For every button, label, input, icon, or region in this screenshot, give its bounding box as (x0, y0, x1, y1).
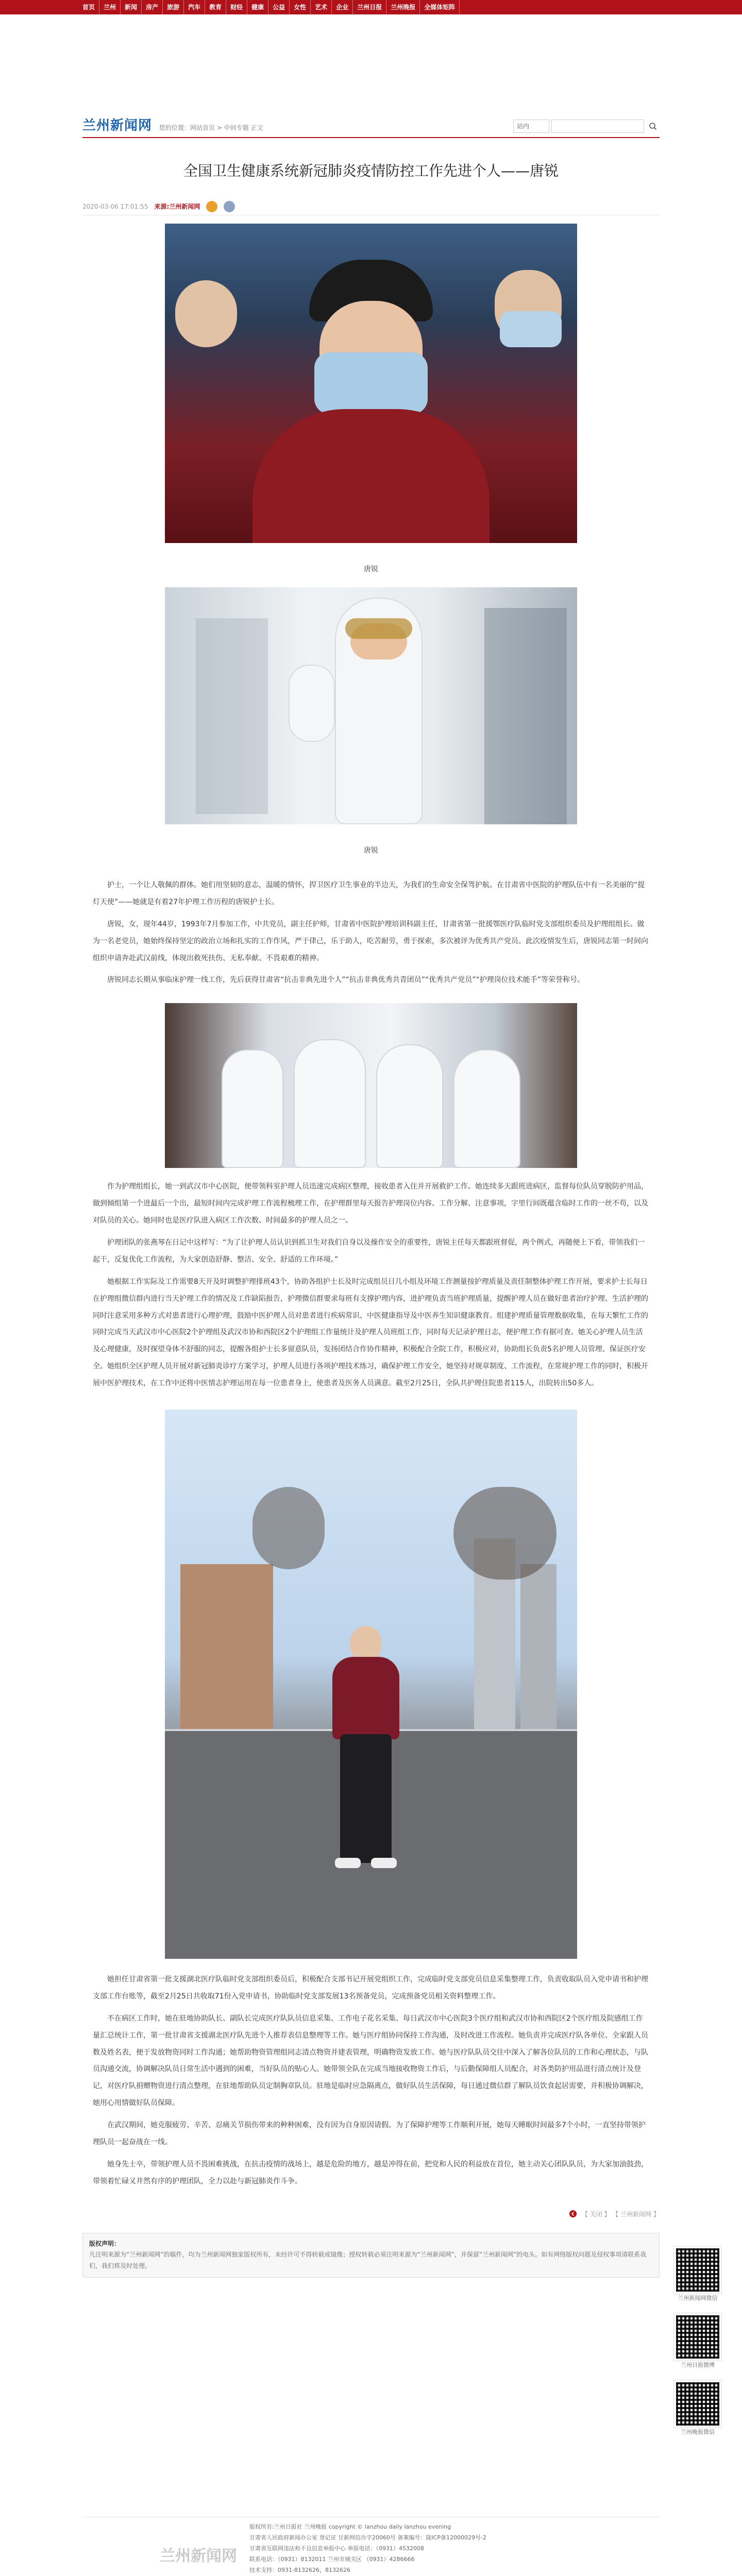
top-nav-item[interactable]: 兰州晚报 (386, 0, 420, 14)
close-link[interactable]: 【 关闭 】 【 兰州新闻网 】 (581, 2210, 660, 2218)
top-nav-item[interactable]: 兰州日报 (353, 0, 386, 14)
top-nav-item[interactable]: 企业 (332, 0, 353, 14)
qr-code-icon (674, 2246, 721, 2294)
top-nav-item[interactable]: 女性 (290, 0, 311, 14)
top-nav-item[interactable]: 新闻 (121, 0, 142, 14)
article-paragraph: 作为护理组组长，她一到武汉市中心医院，便带领科室护理人员迅速完成病区整理，接收患者入住并开展救护工作。她连续多天跟班进病区，监督每位队员穿脱防护用品，做到倾组第一个进最后一个出，最短时间内完成护理工作流程梳理工作，在护理群里每天报告护理岗位内容、工作分解、注意事项，字里行间既蕴含临时工作的一丝不苟，以及对队员的关心。她同时也是医疗队进入病区工作次数、时间最多的护理人员之一。 (93, 1182, 648, 1225)
footer-line: 甘肃省互联网违法和不良信息举报中心 举报电话：（0931）4532008 (249, 2545, 424, 2552)
photo-caption: 唐锐 (364, 565, 378, 573)
article-paragraph: 不在病区工作时，她在驻地协助队长、副队长完成医疗队队员信息采集、工作电子花名采集、每日武汉市中心医院3个医疗组和武汉市协和西院区2个医疗组及院感组工作量汇总统计工作，第一批甘肃省支援湖北医疗队先进个人推荐表信息整理等工作。她与医疗组协同保持工作沟通，及时改进工作流程。她负责并完成医疗队各单位、全家跟人员数及姓名表，便于发放物资同时工作沟通；她帮助物资管理组同志清点物资并建表管理，明确物资发放工作。她与医疗队队员交往中深入了解各位队员的工作和心理状态，与队员沟通交流，协调解决队员日常生活中遇到的困难，当好队员的贴心人。她带领全队在完成当地接收物资工作后，与后勤保障组人员配合，对各类防护用品进行清点统计及登记，对医疗队捐赠物资进行清点整理，在驻地帮助队员定制胸章队员。驻地是临时应急隔离点，做好队员生活保障，每日通过微信群了解队员饮食起居需要，并积极协调解决，她用心用情做好队员保障。 (93, 2014, 648, 2108)
qr-wechat[interactable] (674, 2246, 721, 2302)
site-header (82, 99, 660, 138)
top-nav-item[interactable]: 公益 (268, 0, 290, 14)
article-paragraph: 她身先士卒，带领护理人员不畏困难挑战，在抗击疫情的战场上，越是危险的地方，越是冲得在前，把党和人民的利益放在首位，她主动关心团队队员，为大家加油鼓劲，带领着忙碌又井然有序的护理团队，全力以赴与新冠肺炎作斗争。 (93, 2160, 648, 2185)
top-nav-item[interactable]: 教育 (205, 0, 226, 14)
qr-evening[interactable] (674, 2380, 721, 2436)
top-nav-item[interactable]: 兰州 (99, 0, 121, 14)
site-footer (0, 2517, 742, 2576)
top-nav-item[interactable]: 健康 (247, 0, 268, 14)
footer-line: 技术支持：0931-8132626，8132626 (249, 2566, 350, 2573)
article-paragraph: 唐锐同志长期从事临床护理一线工作，先后获得甘肃省“抗击非典先进个人”“抗击非典优秀共青团员”“优秀共产党员”“护理岗位技术能手”等荣誉称号。 (107, 976, 585, 985)
top-nav-item[interactable]: 首页 (82, 0, 99, 14)
article-paragraph: 在武汉期间，她克服疲劳、辛苦、忍痛关节损伤带来的种种困难，没有因为自身原因请假。为了保障护理等工作顺利开展，她每天睡眠时间最多7个小时，一直坚持带领护理队员一起奋战在一线。 (93, 2121, 646, 2147)
article-source: 来源:兰州新闻网 (154, 203, 200, 210)
article-photo-team (165, 1003, 577, 1168)
article-photo-street (165, 1410, 577, 1959)
article-paragraph: 护理团队的张燕琴在日记中这样写：“为了让护理人员认识到抓卫生对我们自身以及操作安全的重要性，唐锐主任每天都跟班督促，两个例式，再随便上下看，带领我们一起干，反复优化工作流程，为大家创造舒静、整洁、安全、舒适的工作环境。” (93, 1239, 645, 1264)
breadcrumb[interactable]: 您的位置：网站首页 > 中间专题 正文 (159, 124, 263, 131)
search-scope-select[interactable]: 站内 (513, 120, 549, 133)
copyright-notice (82, 2233, 660, 2278)
arrow-left-icon (569, 2210, 577, 2217)
article-title: 全国卫生健康系统新冠肺炎疫情防控工作先进个人——唐锐 (183, 162, 559, 179)
footer-line: 甘肃省人民政府新闻办公室 登记证 甘新网信办字20060号 备案编号：陇ICP备12000029号-2 (249, 2534, 486, 2541)
top-nav-list (82, 0, 660, 14)
photo-caption: 唐锐 (364, 846, 378, 855)
copyright-notice-title: 版权声明： (89, 2240, 121, 2247)
search-input[interactable] (551, 120, 644, 133)
article-paragraph: 她担任甘肃省第一批支援湖北医疗队临时党支部组织委员后，积极配合支部书记开展党组织工作，完成临时党支部党员信息采集整理工作，负责收取队员入党申请书和护理支部工作台账等，截至2月25日共收取71份入党申请书，协助临时党支部发展13名预备党员，完成预备党员相关资料整理工作。 (93, 1975, 648, 2001)
qr-label: 兰州晚报微信 (681, 2429, 715, 2435)
article-paragraph: 她根据工作实际及工作需要8天开及时调整护理排班43个，协助各组护士长及时完成组员日几小组及环境工作测量按护理质量及责任制整体护理工作开展，要求护士长每日在护理组微信群内进行当天护理工作的情况及工作缺陷报告，护理微信群要求每班有支撑护理内容，进护理负责当班护理质量，提醒护理人员在做好患者治疗护理、生活护理的同时注意采用多种方式对患者进行心理护理，鼓励中医护理人员对患者进行疾病常识、中医健康指导及中医养生知识健康教育。组建护理质量管理数据收集，在每天繁忙工作的同时完成当天武汉市中心医院2个护理组及武汉市协和西院区2个护理组工作量统计及护理人员班组工作，同时每天记录护理日志，便护理工作有据可查。她关心护理人员生活及心理健康，及时探望身体不舒服的同志，提醒各组护士长多留意队员，发扬团结合作协作精神，积极配合全院工作，积极应对，协助组长负责5名护理人员管理、保证医疗安全。她组织全区护理人员开展对新冠肺炎诊疗方案学习，护理人员进行各项护理技术练习，确保护理工作安全，她坚持对规章制度、工作流程，在常规护理工作的同时，积极开展中医护理技术，在工作中还将中医情志护理运用在每一位患者身上，使患者及医务人员满意。截至2月25日，全队共护理住院患者115人，出院转出50多人。 (93, 1277, 648, 1388)
top-nav-item[interactable]: 旅游 (163, 0, 184, 14)
search-icon (649, 122, 657, 130)
footer-logo: 兰州新闻网 (160, 2548, 237, 2565)
article-meta (82, 198, 660, 215)
article (82, 160, 660, 2278)
copyright-notice-text: 凡注明来源为“兰州新闻网”的稿件，均为兰州新闻网独家版权所有，未经许可不得转载或镜像；授权转载必须注明来源为“兰州新闻网”，并保留“兰州新闻网”的电头。如有网络版权问题及侵权事项请联系我们，我们将及时处理。 (89, 2251, 647, 2269)
top-nav-item[interactable]: 财经 (226, 0, 247, 14)
qr-code-icon (674, 2380, 721, 2428)
article-photo-corridor (165, 587, 577, 824)
qr-label: 兰州新闻网微信 (678, 2295, 718, 2301)
article-photo-portrait (165, 224, 577, 543)
search-button[interactable] (646, 120, 660, 133)
qr-code-icon (674, 2313, 721, 2361)
top-nav-item[interactable]: 汽车 (184, 0, 205, 14)
footer-info (249, 2522, 486, 2576)
share-wechat-icon[interactable] (224, 201, 235, 212)
top-nav-item[interactable]: 艺术 (311, 0, 332, 14)
search-box (513, 120, 660, 134)
article-paragraph: 护士，一个让人敬佩的群体。她们用坚韧的意志，温暖的情怀，捍卫医疗卫生事业的半边天，为我们的生命安全保驾护航。在甘肃省中医院的护理队伍中有一名美丽的“提灯天使”——她就是有着27年护理工作历程的唐锐护士长。 (93, 881, 645, 906)
qr-label: 兰州日报微博 (681, 2362, 715, 2368)
top-nav-bar (0, 0, 742, 14)
article-date: 2020-03-06 17:01:55 (82, 202, 148, 210)
top-nav-item[interactable]: 全媒体矩阵 (420, 0, 460, 14)
share-weibo-icon[interactable] (206, 201, 217, 212)
article-paragraph: 唐锐，女，现年44岁，1993年7月参加工作，中共党员，副主任护师，甘肃省中医院护理培训科副主任，甘肃省第一批援鄂医疗队临时党支部组织委员及护理组组长。做为一名老党员，她始终保持坚定的政治立场和扎实的工作作风，严于律己，乐于助人，吃苦耐劳，勇于探索，多次被评为优秀共产党员。此次疫情发生后，唐锐同志第一时间向组织申请奔赴武汉前线，体现出救死扶伤、无私奉献、不畏艰难的精神。 (93, 920, 648, 962)
qr-weibo[interactable] (674, 2313, 721, 2369)
footer-line: 联系电话：（0931）8132011 兰州市城关区 （0931）4286666 (249, 2556, 415, 2563)
article-end-links (82, 2210, 660, 2218)
footer-line: 版权所有:兰州日报社 兰州晚报 copyright © lanzhou daily lanzhou evening (249, 2523, 451, 2531)
top-nav-item[interactable]: 房产 (142, 0, 163, 14)
site-logo[interactable]: 兰州新闻网 (82, 117, 153, 133)
